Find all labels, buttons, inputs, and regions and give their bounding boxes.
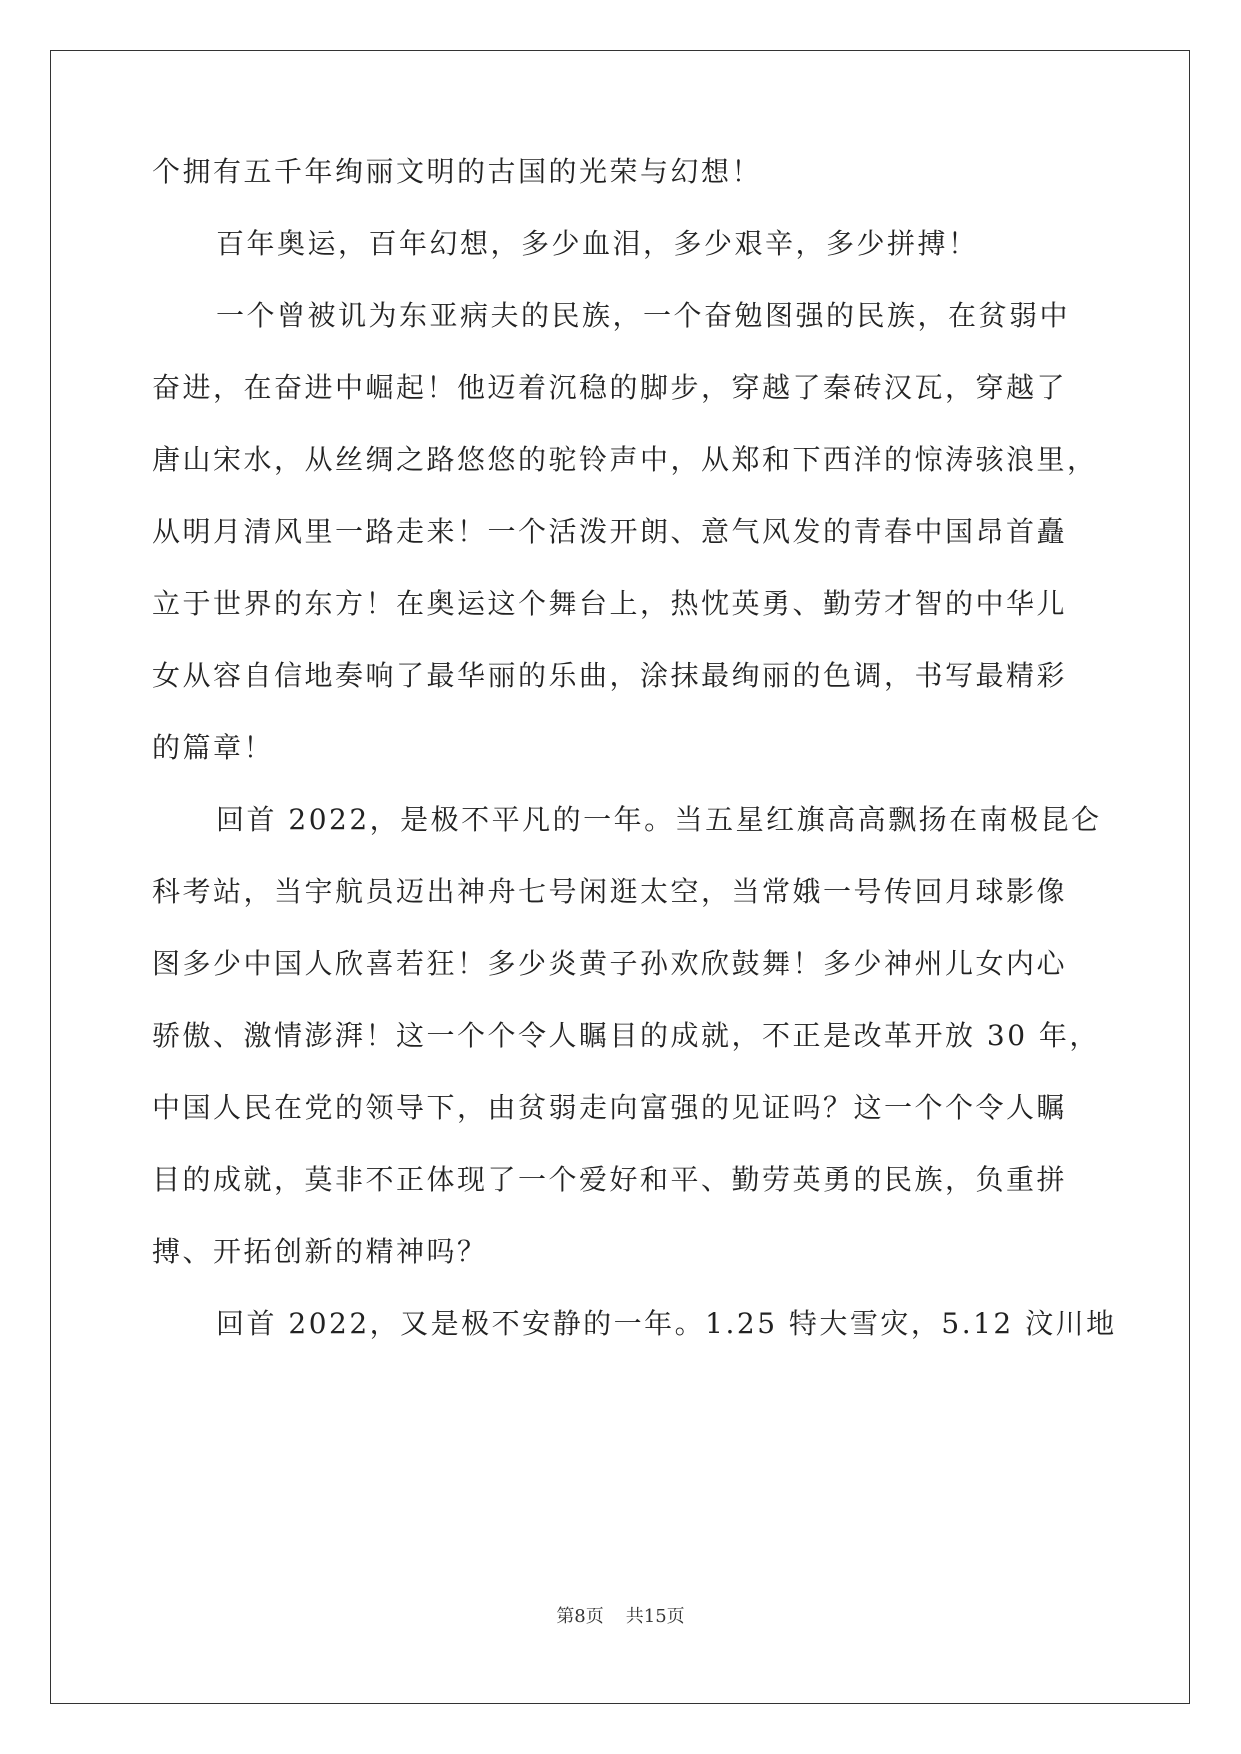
paragraph-line: 回首 2022，是极不平凡的一年。当五星红旗高高飘扬在南极昆仑 <box>216 803 1102 836</box>
text-line: 女从容自信地奏响了最华丽的乐曲，涂抹最绚丽的色调，书写最精彩 <box>152 659 1068 692</box>
paragraph-line: 回首 2022，又是极不安静的一年。1.25 特大雪灾，5.12 汶川地 <box>216 1307 1117 1340</box>
text-line: 中国人民在党的领导下，由贫弱走向富强的见证吗？这一个个令人瞩 <box>152 1091 1068 1124</box>
text-line: 从明月清风里一路走来！一个活泼开朗、意气风发的青春中国昂首矗 <box>152 515 1068 548</box>
text-line: 搏、开拓创新的精神吗？ <box>152 1235 488 1268</box>
text-line: 目的成就，莫非不正体现了一个爱好和平、勤劳英勇的民族，负重拼 <box>152 1163 1068 1196</box>
paragraph-line: 一个曾被讥为东亚病夫的民族，一个奋勉图强的民族，在贫弱中 <box>216 299 1071 332</box>
text-line: 科考站，当宇航员迈出神舟七号闲逛太空，当常娥一号传回月球影像 <box>152 875 1068 908</box>
text-line: 个拥有五千年绚丽文明的古国的光荣与幻想！ <box>152 155 763 188</box>
paragraph-line: 百年奥运，百年幻想，多少血泪，多少艰辛，多少拼搏！ <box>216 227 979 260</box>
text-line: 唐山宋水，从丝绸之路悠悠的驼铃声中，从郑和下西洋的惊涛骇浪里， <box>152 443 1098 476</box>
text-line: 立于世界的东方！在奥运这个舞台上，热忱英勇、勤劳才智的中华儿 <box>152 587 1068 620</box>
text-line: 骄傲、激情澎湃！这一个个令人瞩目的成就，不正是改革开放 30 年， <box>152 1019 1100 1052</box>
text-line: 的篇章！ <box>152 731 275 764</box>
text-line: 奋进，在奋进中崛起！他迈着沉稳的脚步，穿越了秦砖汉瓦，穿越了 <box>152 371 1068 404</box>
page-number: 第8页 <box>556 1606 604 1627</box>
text-line: 图多少中国人欣喜若狂！多少炎黄子孙欢欣鼓舞！多少神州儿女内心 <box>152 947 1068 980</box>
page-footer <box>0 1602 1241 1628</box>
page-total: 共15页 <box>625 1606 685 1627</box>
